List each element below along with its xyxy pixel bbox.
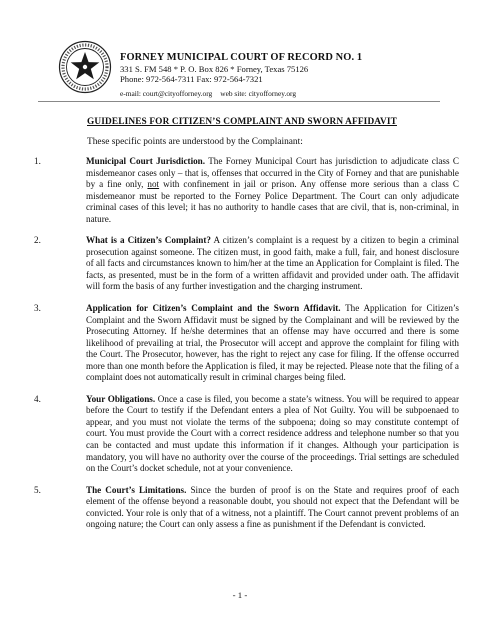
item-text: The Forney Municipal Court has jurisdiction to adjudicate class C misdemeanor cases only – that is, offenses that occurred in the City of Forney and that are punishable by a fine only, (86, 156, 459, 190)
guideline-item (34, 156, 459, 225)
emphasis-not: not (147, 179, 160, 190)
item-number: 2. (34, 235, 41, 246)
guideline-item (34, 393, 460, 475)
court-address: 331 S. FM 548 * P. O. Box 826 * Forney, Texas 75126 (120, 64, 309, 74)
court-website: web site: cityofforney.org (220, 89, 297, 98)
court-email: e-mail: court@cityofforney.org (120, 89, 213, 98)
item-text: Since the burden of proof is on the State and requires proof of each element of the offense beyond a reasonable doubt, you should not expect that the Defendant will be convicted. Your role is only that of a witness, not a plaintiff. The Court cannot prevent problems of an ongoing nature; the Court can only assess a fine as punishment if the Defendant is convicted. (86, 484, 460, 530)
item-heading: Your Obligations. (86, 393, 156, 404)
item-text: The Application for Citizen’s Complaint and the Sworn Affidavit must be signed by the Complainant and will be reviewed by the Prosecuting Attorney. If he/she determines that an offense may have occurred and there is some likelihood of prevailing at trial, the Prosecutor will accept and approve the complaint for filing with the Court. The Prosecutor, however, has the right to reject any case for filing. If the offense occurred more than one month before the Application is filed, it may be rejected. Please note that the filing of a complaint does not automatically result in criminal charges being filed. (86, 303, 459, 383)
item-heading: Application for Citizen’s Complaint and the Sworn Affidavit. (86, 303, 341, 314)
item-heading: The Court’s Limitations. (86, 484, 187, 495)
item-body (86, 485, 459, 531)
guideline-item (34, 303, 459, 384)
contact-line (120, 89, 450, 99)
item-text: A citizen’s complaint is a request by a citizen to begin a criminal prosecution against someone. The citizen must, in good faith, make a full, fair, and honest disclosure of all facts and circumstances known to him/her at the time an Application for Complaint is filed. The facts, as presented, must be in the form of a written affidavit and provided under oath. The affidavit will form the basis of any further investigation and the charging instrument. (86, 235, 459, 292)
guideline-list (34, 156, 460, 541)
page-number: - 1 - (232, 590, 248, 600)
item-body (86, 394, 459, 475)
item-body (86, 156, 459, 225)
item-text: Once a case is filed, you become a state’s witness. You will be required to appear before the Court to testify if the Defendant enters a plea of Not Guilty. You will be subpoenaed to appear, and you must not violate the terms of the subpoena; doing so may constitute contempt of court. You must provide the Court with a correct residence address and telephone number so that you can be contacted and must update this information if it changes. Although your participation is mandatory, you will have no authority over the course of the proceedings. Trial settings are scheduled on the Court’s docket schedule, not at your convenience. (86, 393, 460, 474)
item-body (86, 303, 459, 384)
item-number: 4. (34, 393, 41, 404)
item-number: 3. (34, 303, 41, 314)
city-seal-star-icon (58, 40, 112, 94)
document-title: GUIDELINES FOR CITIZEN’S COMPLAINT AND SWORN AFFIDAVIT (87, 117, 397, 127)
item-body (86, 235, 459, 293)
item-heading: What is a Citizen’s Complaint? (86, 235, 211, 246)
court-phone-fax: Phone: 972-564-7311 Fax: 972-564-7321 (120, 74, 263, 84)
item-number: 1. (34, 156, 41, 166)
court-name: FORNEY MUNICIPAL COURT OF RECORD NO. 1 (120, 52, 363, 63)
letterhead-text (120, 52, 450, 99)
header-divider (38, 101, 440, 102)
guideline-item (34, 484, 460, 531)
item-heading: Municipal Court Jurisdiction. (86, 156, 206, 166)
item-number: 5. (34, 484, 41, 495)
guideline-item (34, 235, 459, 293)
intro-text: These specific points are understood by the Complainant: (87, 137, 303, 147)
letterhead (58, 40, 458, 102)
item-text-continued: with confinement in jail or prison. Any offense more serious than a class C misdemeanor must be reported to the Forney Police Department. The Court can only adjudicate criminal cases of this level; it has no authority to handle cases that are civil, that is, non-criminal, in nature. (86, 179, 459, 224)
